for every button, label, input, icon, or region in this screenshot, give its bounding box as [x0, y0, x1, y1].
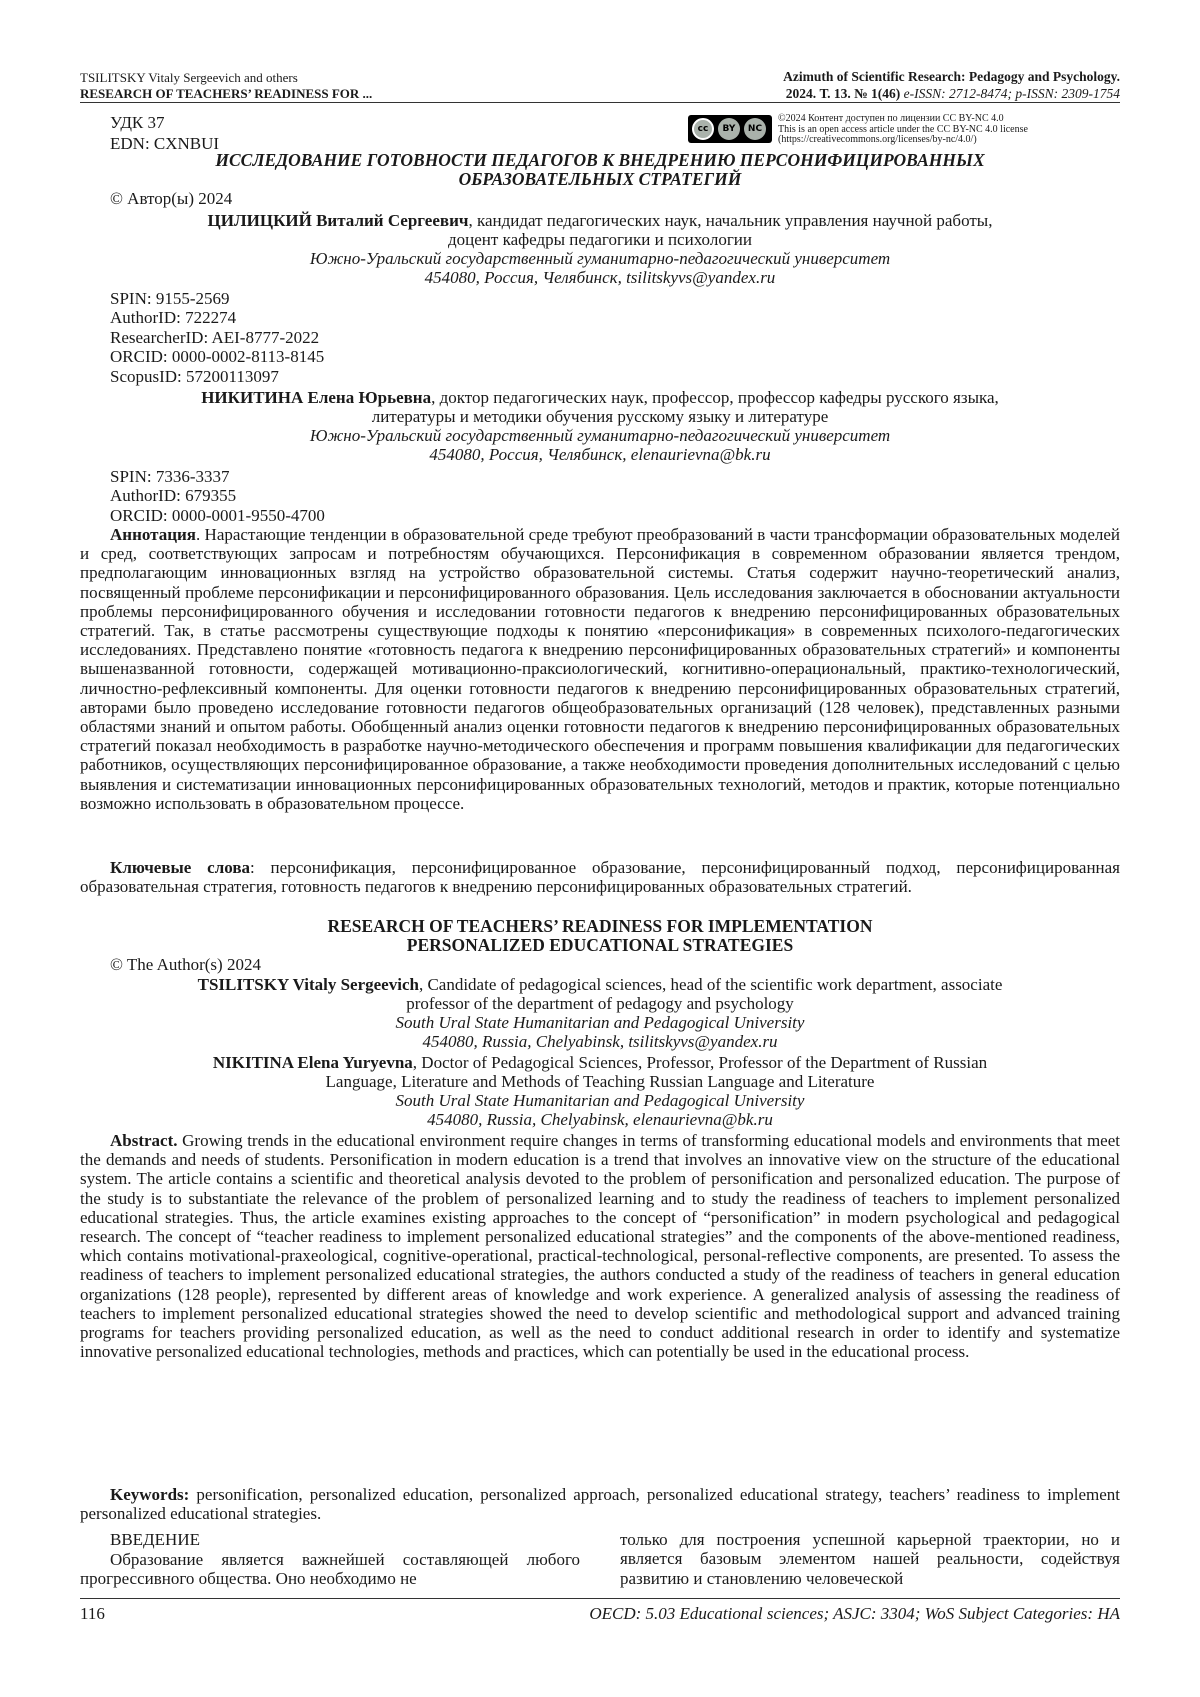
ru-author1-desc: , кандидат педагогических наук, начальник управления научной работы, [468, 211, 993, 230]
header-authors: TSILITSKY Vitaly Sergeevich and others [80, 70, 298, 85]
page-number: 116 [80, 1604, 105, 1623]
ru-keywords [80, 858, 1120, 896]
ru-abstract-label: Аннотация [110, 525, 196, 544]
ru-copyright: © Автор(ы) 2024 [110, 189, 233, 208]
ru-author1-desc2: доцент кафедры педагогики и психологии [448, 230, 752, 249]
id-line: ORCID: 0000-0002-8113-8145 [110, 347, 325, 367]
body-column-right: только для построения успешной карьерной траектории, но и является базовым элементом нашей реальности, содействуя развитию и становлению человеческой [620, 1530, 1120, 1588]
ru-author2 [80, 388, 1120, 464]
id-line: SPIN: 9155-2569 [110, 289, 230, 308]
en-author1-desc2: professor of the department of pedagogy and psychology [406, 994, 794, 1013]
ru-author2-ids [110, 467, 325, 525]
udk: УДК 37 [110, 113, 165, 132]
en-author2-desc2: Language, Literature and Methods of Teaching Russian Language and Literature [325, 1072, 875, 1091]
ru-author2-univ: Южно-Уральский государственный гуманитарно-педагогический университет [309, 426, 891, 445]
ru-author1-address: 454080, Россия, Челябинск, tsilitskyvs@yandex.ru [424, 268, 776, 287]
intro-heading: ВВЕДЕНИЕ [110, 1530, 200, 1549]
ru-keywords-label: Ключевые слова [110, 858, 251, 877]
id-line: SPIN: 7336-3337 [110, 467, 230, 486]
en-abstract [80, 1131, 1120, 1361]
en-keywords-label: Keywords: [110, 1485, 190, 1504]
en-author2-desc: , Doctor of Pedagogical Sciences, Professor, Professor of the Department of Russian [412, 1053, 988, 1072]
en-abstract-text: Growing trends in the educational environment require changes in terms of transforming educational models and environments that meet the demands and needs of students. Personification in modern education is a trend that involves an innovative view on the structure of the educational system. The article contains a scientific and theoretical analysis devoted to the problem of personification and personalized education. The purpose of the study is to substantiate the relevance of the problem of personalized learning and to study the readiness of teachers to implement personalized educational strategies. Thus, the article examines existing approaches to the concept of “personification” in modern psychological and pedagogical research. The concept of “teacher readiness to implement personalized educational strategies” and the components of the above-mentioned readiness, which contains motivational-praxeological, cognitive-operational, practical-technological, personal-reflective components, are presented. To assess the readiness of teachers to implement personalized educational strategies, the authors conducted a study of the readiness of teachers in general education organizations (128 people), represented by different areas of knowledge and work experience. A generalized analysis of assessing the readiness of teachers to implement personalized educational strategies showed the need to develop scientific and methodological support and advanced training programs for teachers providing personalized education, as well as the need to conduct additional research in order to identify and systematize innovative personalized educational technologies, methods and practices, which can potentially be used in the educational process. [80, 1131, 1120, 1362]
ru-keywords-text: : персонификация, персонифицированное образование, персонифицированный подход, персонифицированная образовательная стратегия, готовность педагогов к внедрению персонифицированных образовательных стратегий. [80, 858, 1121, 897]
license-line-ru: ©2024 Контент доступен по лицензии CC BY-NC 4.0 [778, 113, 1004, 124]
ru-title [80, 151, 1120, 189]
id-line: AuthorID: 722274 [110, 308, 237, 328]
ru-author1-ids [110, 289, 324, 386]
edn: EDN: CXNBUI [110, 134, 220, 153]
journal-issn: e-ISSN: 2712-8474; p-ISSN: 2309-1754 [900, 86, 1120, 101]
header-journal [783, 68, 1120, 102]
license-text [778, 114, 1128, 146]
journal-name: Azimuth of Scientific Research: Pedagogy and Psychology. [783, 69, 1120, 84]
by-icon: BY [718, 118, 740, 140]
en-author1-desc: , Candidate of pedagogical sciences, head of the scientific work department, associate [418, 975, 1003, 994]
ru-author1 [80, 211, 1120, 287]
subject-classification: OECD: 5.03 Educational sciences; ASJC: 3304; WoS Subject Categories: HA [589, 1604, 1120, 1623]
en-title [80, 917, 1120, 955]
ru-author1-univ: Южно-Уральский государственный гуманитарно-педагогический университет [309, 249, 891, 268]
running-header [80, 70, 1120, 106]
en-author2-address: 454080, Russia, Chelyabinsk, elenaurievna@bk.ru [427, 1110, 773, 1129]
ru-abstract-text: . Нарастающие тенденции в образовательной среде требуют преобразований в части трансформации образовательных моделей и сред, соответствующих запросам и потребностям обучающихся. Персонификация в современном образовании является трендом, предполагающим инновационных взгляд на устройство образовательной системы. Статья содержит научно-теоретический анализ, посвященный проблеме персонификации и персонифицированного образования. Цель исследования заключается в обосновании актуальности проблемы персонифицированного обучения и исследовании готовности педагогов к внедрению персонифицированных образовательных стратегий. Так, в статье рассмотрены существующие подходы к понятию «персонификация» в современных психолого-педагогических исследованиях. Представлено понятие «готовность педагога к внедрению персонифицированных образовательных стратегий» и компоненты вышеназванной готовности, содержащей мотивационно-праксиологический, когнитивно-операциональный, практико-технологический, личностно-рефлексивный компоненты. Для оценки готовности педагогов к внедрению персонифицированных образовательных стратегий, авторами было проведено исследование готовности педагогов общеобразовательных организаций (128 человек), представленных разными областями знаний и опытом работы. Обобщенный анализ оценки готовности педагогов к внедрению персонифицированных образовательных стратегий показал необходимость в разработке научно-методического обеспечения и программ повышения квалификации для педагогических работников, осуществляющих персонифицированное образование, а также необходимости проведения дополнительных исследований с целью выявления и систематизации инновационных персонифицированных образовательных технологий, методов и практик, которые потенциально возможно использовать в образовательном процессе. [80, 525, 1120, 813]
ru-author1-name: ЦИЛИЦКИЙ Виталий Сергеевич [207, 211, 469, 230]
udk-edn [110, 112, 219, 154]
en-keywords-text: personification, personalized education, personalized approach, personalized educational strategy, teachers’ readiness to implement personalized educational strategies. [80, 1485, 1120, 1524]
en-keywords [80, 1485, 1120, 1523]
ru-abstract [80, 525, 1120, 813]
en-author2-univ: South Ural State Humanitarian and Pedagogical University [395, 1091, 805, 1110]
en-title-line2: PERSONALIZED EDUCATIONAL STRATEGIES [406, 935, 794, 955]
header-short-title: RESEARCH OF TEACHERS’ READINESS FOR ... [80, 86, 373, 101]
en-abstract-label: Abstract. [110, 1131, 178, 1150]
en-author1-address: 454080, Russia, Chelyabinsk, tsilitskyvs@yandex.ru [422, 1032, 778, 1051]
en-author2 [80, 1053, 1120, 1129]
license-block [688, 115, 1128, 145]
id-line: ScopusID: 57200113097 [110, 366, 279, 386]
ru-title-line1: ИССЛЕДОВАНИЕ ГОТОВНОСТИ ПЕДАГОГОВ К ВНЕДРЕНИЮ ПЕРСОНИФИЦИРОВАННЫХ [215, 150, 985, 170]
en-copyright: © The Author(s) 2024 [110, 955, 261, 974]
id-line: ORCID: 0000-0001-9550-4700 [110, 505, 325, 525]
license-url[interactable]: (https://creativecommons.org/licenses/by-nc/4.0/) [778, 134, 977, 145]
body-column-left [80, 1550, 580, 1589]
cc-license-badge[interactable] [688, 115, 772, 143]
en-author2-name: NIKITINA Elena Yuryevna [212, 1053, 413, 1072]
en-author1-univ: South Ural State Humanitarian and Pedagogical University [395, 1013, 805, 1032]
id-line: AuthorID: 679355 [110, 486, 237, 506]
ru-author2-address: 454080, Россия, Челябинск, elenaurievna@bk.ru [429, 445, 771, 464]
en-author1-name: TSILITSKY Vitaly Sergeevich [197, 975, 419, 994]
body-left-text: Образование является важнейшей составляющей любого прогрессивного общества. Оно необходимо не [80, 1550, 580, 1589]
cc-icon: cc [692, 118, 714, 140]
footer-rule [80, 1598, 1120, 1599]
license-line-en: This is an open access article under the CC BY-NC 4.0 license [778, 123, 1028, 135]
header-rule [80, 102, 1120, 103]
en-author1 [80, 975, 1120, 1051]
nc-icon: NC [744, 118, 766, 140]
id-line: ResearcherID: AEI-8777-2022 [110, 327, 320, 347]
ru-author2-name: НИКИТИНА Елена Юрьевна [201, 388, 432, 407]
en-title-line1: RESEARCH OF TEACHERS’ READINESS FOR IMPLEMENTATION [327, 916, 873, 936]
ru-author2-desc: , доктор педагогических наук, профессор, профессор кафедры русского языка, [431, 388, 999, 407]
ru-title-line2: ОБРАЗОВАТЕЛЬНЫХ СТРАТЕГИЙ [458, 169, 742, 189]
header-left [80, 70, 600, 102]
journal-issue: 2024. Т. 13. № 1(46) [785, 86, 901, 101]
ru-author2-desc2: литературы и методики обучения русскому языку и литературе [371, 407, 829, 426]
